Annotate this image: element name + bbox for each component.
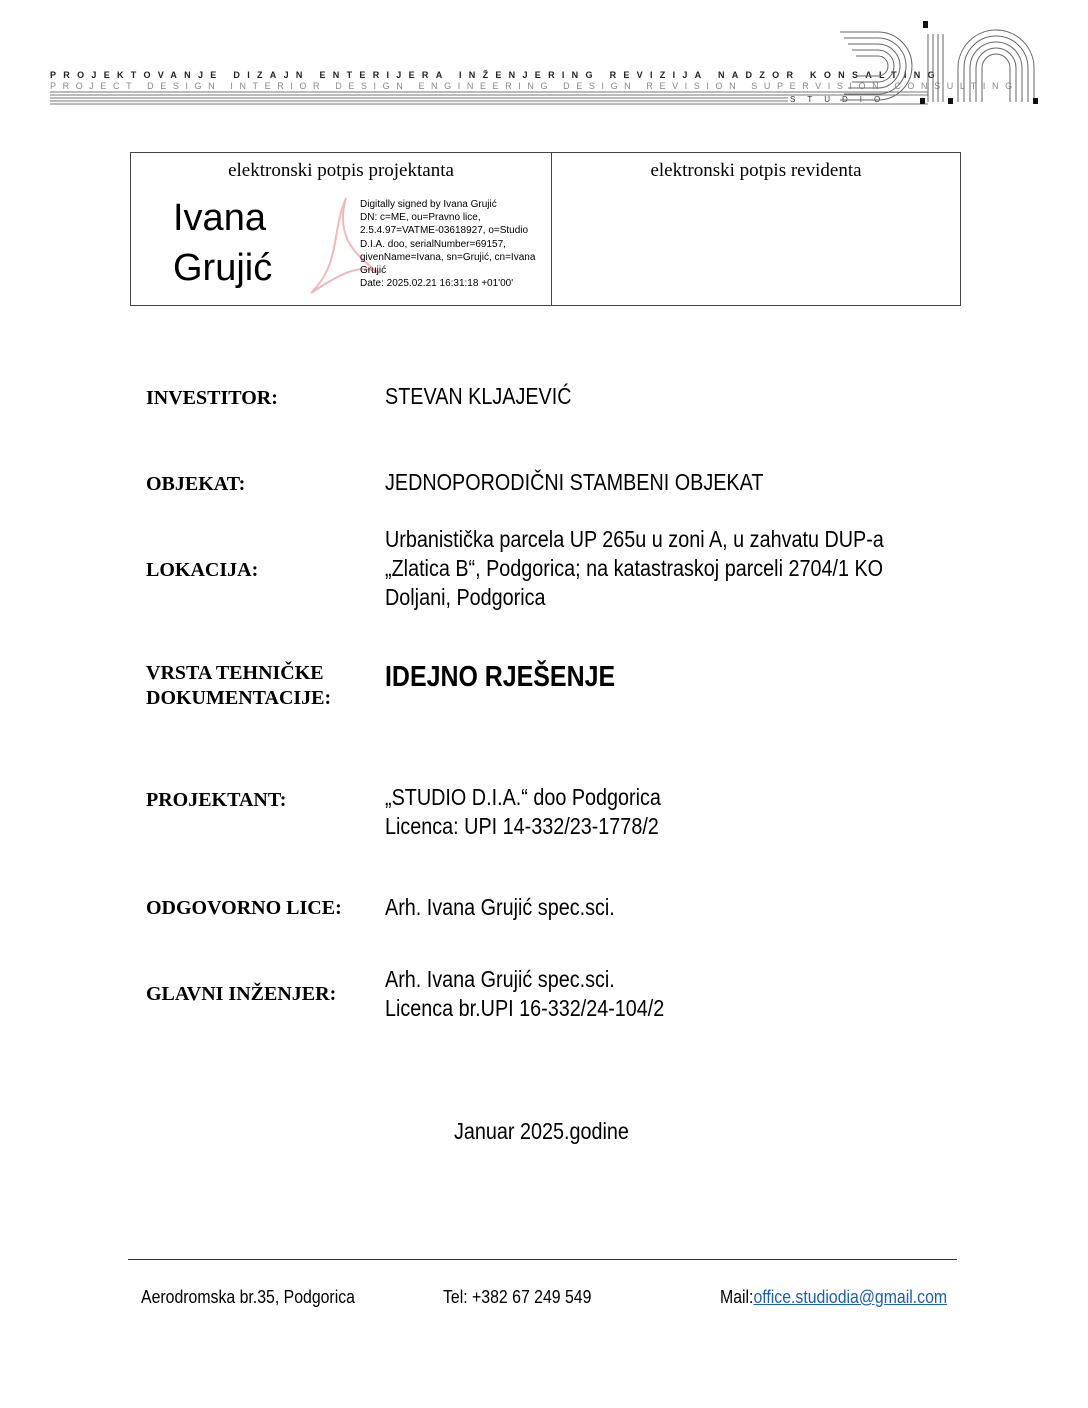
objekat-value: JEDNOPORODIČNI STAMBENI OBJEKAT: [385, 469, 764, 495]
vrsta-label: [146, 661, 331, 711]
mail-link[interactable]: office.studiodia@gmail.com: [753, 1287, 948, 1307]
investitor-label: INVESTITOR:: [146, 387, 278, 409]
reviewer-signature-heading: elektronski potpis revidenta: [650, 160, 862, 181]
lokacija-line: Urbanistička parcela UP 265u u zoni A, u zahvatu DUP-a: [385, 526, 884, 552]
odgovorno-lice-label: ODGOVORNO LICE:: [146, 897, 342, 919]
glavni-inzenjer-value: [385, 965, 664, 1023]
odgovorno-lice-value: Arh. Ivana Grujić spec.sci.: [385, 894, 615, 920]
glavni-license: Licenca br.UPI 16-332/24-104/2: [385, 995, 665, 1021]
lokacija-line: Doljani, Podgorica: [385, 584, 546, 610]
header-services-me: PROJEKTOVANJE DIZAJN ENTERIJERA INŽENJERING REVIZIJA NADZOR KONSALTING: [50, 70, 942, 80]
sig-line: givenName=Ivana, sn=Grujić, cn=Ivana: [360, 251, 536, 263]
lokacija-value: [385, 525, 884, 612]
vrsta-label-line: DOKUMENTACIJE:: [146, 687, 332, 709]
footer-tel: Tel: +382 67 249 549: [443, 1287, 592, 1307]
studio-label: STUDIO: [790, 95, 893, 104]
projektant-value: [385, 783, 661, 841]
reviewer-signature-cell: [552, 153, 960, 305]
signature-table: [130, 152, 961, 306]
footer-address: Aerodromska br.35, Podgorica: [141, 1287, 355, 1307]
projektant-label: PROJEKTANT:: [146, 789, 287, 811]
sig-line: Grujić: [360, 265, 387, 277]
projektant-line: „STUDIO D.I.A.“ doo Podgorica: [385, 784, 661, 810]
signer-name: [173, 193, 272, 293]
sig-date: Date: 2025.02.21 16:31:18 +01'00': [360, 278, 514, 290]
sig-line: DN: c=ME, ou=Pravno lice,: [360, 212, 481, 224]
sig-line: Digitally signed by Ivana Grujić: [360, 199, 497, 210]
glavni-inzenjer-label: GLAVNI INŽENJER:: [146, 983, 337, 1005]
footer-mail: [720, 1287, 947, 1308]
digital-signature-details: [360, 198, 550, 290]
lokacija-label: LOKACIJA:: [146, 559, 259, 581]
glavni-line: Arh. Ivana Grujić spec.sci.: [385, 966, 615, 992]
signer-last-name: Grujić: [173, 247, 273, 289]
lokacija-line: „Zlatica B“, Podgorica; na katastraskoj parceli 2704/1 KO: [385, 555, 884, 581]
designer-signature-cell: [131, 153, 552, 305]
dia-logo-icon: [838, 18, 1043, 110]
header-services-en: PROJECT DESIGN INTERIOR DESIGN ENGINEERING DESIGN REVISION SUPERVISION CONSULTING: [50, 81, 1019, 91]
investitor-value: STEVAN KLJAJEVIĆ: [385, 383, 572, 409]
vrsta-label-line: VRSTA TEHNIČKE: [146, 662, 324, 684]
footer-divider: [128, 1259, 957, 1260]
sig-line: 2.5.4.97=VATME-03618927, o=Studio: [360, 225, 529, 237]
designer-signature-heading: elektronski potpis projektanta: [228, 160, 454, 181]
document-date: Januar 2025.godine: [454, 1118, 629, 1144]
mail-label: Mail:: [720, 1287, 754, 1307]
objekat-label: OBJEKAT:: [146, 473, 246, 495]
sig-line: D.I.A. doo, serialNumber=69157,: [360, 238, 506, 250]
projektant-license: Licenca: UPI 14-332/23-1778/2: [385, 813, 659, 839]
vrsta-value: IDEJNO RJEŠENJE: [385, 661, 616, 693]
signer-first-name: Ivana: [173, 197, 266, 239]
